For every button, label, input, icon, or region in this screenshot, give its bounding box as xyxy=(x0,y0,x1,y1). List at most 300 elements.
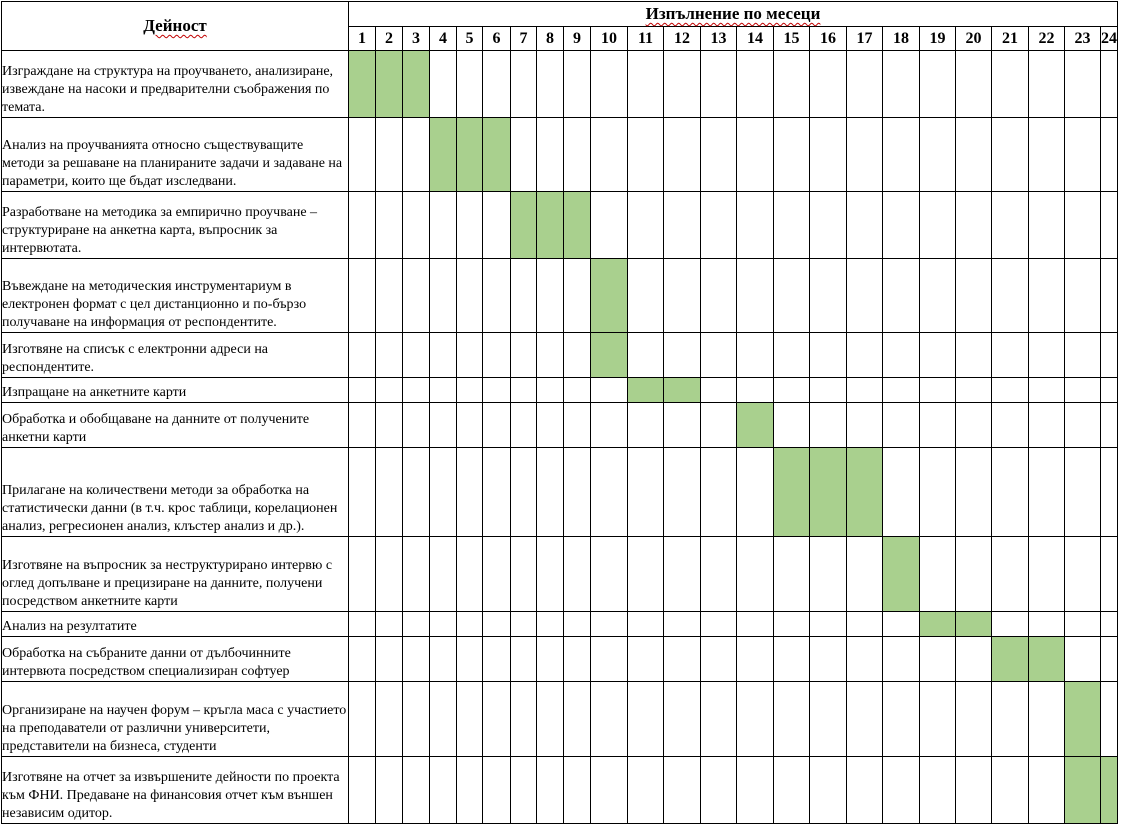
gantt-bar-cell xyxy=(564,192,591,259)
table-row xyxy=(2,637,1118,682)
gantt-empty-cell xyxy=(847,403,883,448)
activity-header-label: Дейност xyxy=(143,16,207,35)
month-header-19: 19 xyxy=(920,27,956,51)
gantt-empty-cell xyxy=(430,448,457,537)
gantt-empty-cell xyxy=(403,757,430,824)
gantt-empty-cell xyxy=(349,378,376,403)
gantt-empty-cell xyxy=(591,757,628,824)
gantt-empty-cell xyxy=(430,757,457,824)
gantt-empty-cell xyxy=(483,612,511,637)
gantt-bar-cell xyxy=(847,448,883,537)
gantt-empty-cell xyxy=(430,51,457,118)
gantt-bar-cell xyxy=(1065,682,1101,757)
gantt-empty-cell xyxy=(376,537,403,612)
gantt-empty-cell xyxy=(628,51,664,118)
gantt-empty-cell xyxy=(737,537,774,612)
gantt-empty-cell xyxy=(430,378,457,403)
gantt-empty-cell xyxy=(774,757,810,824)
gantt-empty-cell xyxy=(564,537,591,612)
gantt-empty-cell xyxy=(1029,612,1065,637)
gantt-empty-cell xyxy=(403,333,430,378)
gantt-empty-cell xyxy=(511,333,537,378)
gantt-empty-cell xyxy=(1101,448,1118,537)
gantt-empty-cell xyxy=(1101,333,1118,378)
gantt-empty-cell xyxy=(483,192,511,259)
gantt-empty-cell xyxy=(883,757,920,824)
gantt-empty-cell xyxy=(701,378,737,403)
gantt-empty-cell xyxy=(701,612,737,637)
gantt-empty-cell xyxy=(774,118,810,192)
month-header-8: 8 xyxy=(537,27,564,51)
gantt-empty-cell xyxy=(591,637,628,682)
activity-label: Организиране на научен форум – кръгла маса с участието на преподаватели от различни университети, представители на бизнеса, студенти xyxy=(2,682,349,757)
gantt-bar-cell xyxy=(664,378,701,403)
month-header-6: 6 xyxy=(483,27,511,51)
gantt-empty-cell xyxy=(664,637,701,682)
gantt-bar-cell xyxy=(376,51,403,118)
gantt-empty-cell xyxy=(920,537,956,612)
gantt-empty-cell xyxy=(1065,259,1101,333)
gantt-empty-cell xyxy=(1029,448,1065,537)
gantt-empty-cell xyxy=(564,757,591,824)
gantt-empty-cell xyxy=(537,612,564,637)
activity-label: Въвеждане на методическия инструментариум в електронен формат с цел дистанционно и по-бързо получаване на информация от респондентите. xyxy=(2,259,349,333)
activity-label: Изготвяне на въпросник за неструктурирано интервю с оглед допълване и прецизиране на данните, получени посредством анкетните карти xyxy=(2,537,349,612)
gantt-empty-cell xyxy=(992,403,1029,448)
gantt-empty-cell xyxy=(883,612,920,637)
activity-label: Изграждане на структура на проучването, анализиране, извеждане на насоки и предварителни съображения по темата. xyxy=(2,51,349,118)
gantt-empty-cell xyxy=(430,192,457,259)
gantt-empty-cell xyxy=(591,403,628,448)
gantt-empty-cell xyxy=(956,448,992,537)
gantt-empty-cell xyxy=(1029,192,1065,259)
gantt-empty-cell xyxy=(664,537,701,612)
table-row xyxy=(2,192,1118,259)
gantt-empty-cell xyxy=(1065,192,1101,259)
gantt-empty-cell xyxy=(701,403,737,448)
gantt-empty-cell xyxy=(737,192,774,259)
gantt-empty-cell xyxy=(511,537,537,612)
month-header-11: 11 xyxy=(628,27,664,51)
gantt-empty-cell xyxy=(1101,637,1118,682)
gantt-bar-cell xyxy=(403,51,430,118)
gantt-empty-cell xyxy=(537,51,564,118)
gantt-empty-cell xyxy=(457,403,483,448)
gantt-empty-cell xyxy=(956,378,992,403)
gantt-empty-cell xyxy=(992,448,1029,537)
gantt-empty-cell xyxy=(737,637,774,682)
month-header-15: 15 xyxy=(774,27,810,51)
gantt-empty-cell xyxy=(992,259,1029,333)
gantt-empty-cell xyxy=(810,757,847,824)
gantt-empty-cell xyxy=(564,612,591,637)
gantt-empty-cell xyxy=(457,259,483,333)
gantt-empty-cell xyxy=(701,682,737,757)
gantt-empty-cell xyxy=(628,757,664,824)
table-row xyxy=(2,403,1118,448)
gantt-empty-cell xyxy=(403,612,430,637)
gantt-empty-cell xyxy=(628,448,664,537)
gantt-empty-cell xyxy=(537,537,564,612)
gantt-empty-cell xyxy=(376,378,403,403)
month-header-3: 3 xyxy=(403,27,430,51)
gantt-empty-cell xyxy=(403,682,430,757)
gantt-empty-cell xyxy=(349,757,376,824)
gantt-empty-cell xyxy=(956,192,992,259)
gantt-empty-cell xyxy=(701,51,737,118)
gantt-empty-cell xyxy=(1101,192,1118,259)
gantt-empty-cell xyxy=(810,537,847,612)
gantt-empty-cell xyxy=(920,333,956,378)
gantt-empty-cell xyxy=(564,118,591,192)
gantt-empty-cell xyxy=(774,259,810,333)
gantt-empty-cell xyxy=(847,612,883,637)
gantt-empty-cell xyxy=(774,612,810,637)
gantt-empty-cell xyxy=(810,403,847,448)
gantt-empty-cell xyxy=(430,682,457,757)
gantt-empty-cell xyxy=(349,333,376,378)
gantt-empty-cell xyxy=(349,537,376,612)
gantt-empty-cell xyxy=(992,378,1029,403)
gantt-empty-cell xyxy=(920,637,956,682)
gantt-empty-cell xyxy=(457,757,483,824)
gantt-empty-cell xyxy=(883,378,920,403)
gantt-empty-cell xyxy=(664,118,701,192)
table-row xyxy=(2,537,1118,612)
gantt-bar-cell xyxy=(349,51,376,118)
activity-label: Изготвяне на отчет за извършените дейности по проекта към ФНИ. Предаване на финансовия отчет към външен независим одитор. xyxy=(2,757,349,824)
month-header-7: 7 xyxy=(511,27,537,51)
gantt-bar-cell xyxy=(956,612,992,637)
gantt-empty-cell xyxy=(664,403,701,448)
gantt-empty-cell xyxy=(1101,612,1118,637)
month-header-2: 2 xyxy=(376,27,403,51)
gantt-empty-cell xyxy=(457,333,483,378)
gantt-empty-cell xyxy=(956,537,992,612)
gantt-empty-cell xyxy=(591,612,628,637)
activity-header xyxy=(2,2,349,51)
gantt-empty-cell xyxy=(430,637,457,682)
activity-rows xyxy=(2,51,1118,824)
gantt-empty-cell xyxy=(883,259,920,333)
gantt-empty-cell xyxy=(737,757,774,824)
gantt-table xyxy=(1,1,1118,824)
gantt-empty-cell xyxy=(701,259,737,333)
gantt-empty-cell xyxy=(564,448,591,537)
gantt-empty-cell xyxy=(564,259,591,333)
gantt-empty-cell xyxy=(810,118,847,192)
gantt-empty-cell xyxy=(1029,118,1065,192)
gantt-empty-cell xyxy=(376,118,403,192)
gantt-empty-cell xyxy=(628,333,664,378)
gantt-empty-cell xyxy=(483,757,511,824)
gantt-empty-cell xyxy=(591,51,628,118)
gantt-empty-cell xyxy=(591,682,628,757)
gantt-empty-cell xyxy=(1065,333,1101,378)
gantt-empty-cell xyxy=(774,403,810,448)
activity-label: Прилагане на количествени методи за обработка на статистически данни (в т.ч. крос таблици, корелационен анализ, регресионен анализ, клъстер анализ и др.). xyxy=(2,448,349,537)
gantt-empty-cell xyxy=(992,757,1029,824)
activity-label: Изпращане на анкетните карти xyxy=(2,378,349,403)
gantt-empty-cell xyxy=(537,118,564,192)
gantt-empty-cell xyxy=(537,757,564,824)
gantt-bar-cell xyxy=(774,448,810,537)
gantt-empty-cell xyxy=(483,403,511,448)
gantt-empty-cell xyxy=(403,378,430,403)
gantt-empty-cell xyxy=(403,448,430,537)
gantt-empty-cell xyxy=(430,537,457,612)
gantt-empty-cell xyxy=(701,448,737,537)
gantt-empty-cell xyxy=(1065,448,1101,537)
gantt-empty-cell xyxy=(1065,612,1101,637)
gantt-empty-cell xyxy=(376,612,403,637)
month-header-18: 18 xyxy=(883,27,920,51)
gantt-empty-cell xyxy=(483,682,511,757)
gantt-empty-cell xyxy=(403,259,430,333)
gantt-empty-cell xyxy=(992,537,1029,612)
gantt-empty-cell xyxy=(701,333,737,378)
gantt-empty-cell xyxy=(737,612,774,637)
gantt-empty-cell xyxy=(1065,378,1101,403)
gantt-empty-cell xyxy=(628,118,664,192)
gantt-empty-cell xyxy=(920,378,956,403)
gantt-empty-cell xyxy=(1029,259,1065,333)
gantt-empty-cell xyxy=(511,757,537,824)
gantt-empty-cell xyxy=(628,612,664,637)
gantt-empty-cell xyxy=(883,448,920,537)
gantt-empty-cell xyxy=(628,537,664,612)
gantt-empty-cell xyxy=(774,378,810,403)
gantt-empty-cell xyxy=(847,51,883,118)
month-header-4: 4 xyxy=(430,27,457,51)
gantt-empty-cell xyxy=(349,682,376,757)
gantt-empty-cell xyxy=(511,448,537,537)
gantt-empty-cell xyxy=(483,448,511,537)
gantt-empty-cell xyxy=(774,192,810,259)
gantt-empty-cell xyxy=(511,612,537,637)
gantt-empty-cell xyxy=(349,612,376,637)
gantt-empty-cell xyxy=(376,682,403,757)
gantt-empty-cell xyxy=(956,403,992,448)
gantt-empty-cell xyxy=(349,403,376,448)
gantt-empty-cell xyxy=(664,259,701,333)
activity-label: Анализ на резултатите xyxy=(2,612,349,637)
activity-label: Разработване на методика за емпирично проучване – структуриране на анкетна карта, въпросник за интервютата. xyxy=(2,192,349,259)
gantt-empty-cell xyxy=(457,682,483,757)
gantt-empty-cell xyxy=(1029,378,1065,403)
gantt-empty-cell xyxy=(511,637,537,682)
gantt-empty-cell xyxy=(376,259,403,333)
gantt-empty-cell xyxy=(457,192,483,259)
gantt-empty-cell xyxy=(920,403,956,448)
gantt-empty-cell xyxy=(810,259,847,333)
gantt-empty-cell xyxy=(628,192,664,259)
gantt-empty-cell xyxy=(403,637,430,682)
table-row xyxy=(2,378,1118,403)
gantt-empty-cell xyxy=(564,51,591,118)
gantt-empty-cell xyxy=(737,259,774,333)
gantt-empty-cell xyxy=(1029,682,1065,757)
gantt-empty-cell xyxy=(483,259,511,333)
gantt-empty-cell xyxy=(883,333,920,378)
gantt-empty-cell xyxy=(1101,259,1118,333)
gantt-empty-cell xyxy=(701,192,737,259)
gantt-empty-cell xyxy=(457,448,483,537)
gantt-empty-cell xyxy=(403,192,430,259)
gantt-empty-cell xyxy=(1101,403,1118,448)
gantt-empty-cell xyxy=(457,51,483,118)
gantt-empty-cell xyxy=(847,118,883,192)
gantt-empty-cell xyxy=(1029,757,1065,824)
gantt-empty-cell xyxy=(956,51,992,118)
gantt-empty-cell xyxy=(430,333,457,378)
gantt-empty-cell xyxy=(457,537,483,612)
gantt-empty-cell xyxy=(403,403,430,448)
gantt-empty-cell xyxy=(956,118,992,192)
gantt-empty-cell xyxy=(349,118,376,192)
gantt-empty-cell xyxy=(664,682,701,757)
gantt-empty-cell xyxy=(847,757,883,824)
gantt-bar-cell xyxy=(810,448,847,537)
gantt-empty-cell xyxy=(956,637,992,682)
gantt-empty-cell xyxy=(774,51,810,118)
gantt-empty-cell xyxy=(457,612,483,637)
gantt-empty-cell xyxy=(430,612,457,637)
gantt-empty-cell xyxy=(883,682,920,757)
gantt-empty-cell xyxy=(701,757,737,824)
gantt-empty-cell xyxy=(349,192,376,259)
gantt-empty-cell xyxy=(511,118,537,192)
gantt-empty-cell xyxy=(376,637,403,682)
gantt-empty-cell xyxy=(1065,403,1101,448)
gantt-empty-cell xyxy=(511,403,537,448)
gantt-empty-cell xyxy=(564,378,591,403)
gantt-empty-cell xyxy=(920,51,956,118)
table-row xyxy=(2,51,1118,118)
gantt-empty-cell xyxy=(664,192,701,259)
gantt-empty-cell xyxy=(774,333,810,378)
gantt-empty-cell xyxy=(537,637,564,682)
gantt-empty-cell xyxy=(1065,637,1101,682)
gantt-empty-cell xyxy=(376,448,403,537)
gantt-empty-cell xyxy=(664,757,701,824)
gantt-empty-cell xyxy=(664,333,701,378)
gantt-empty-cell xyxy=(883,637,920,682)
activity-label: Изготвяне на списък с електронни адреси на респондентите. xyxy=(2,333,349,378)
gantt-empty-cell xyxy=(992,682,1029,757)
gantt-bar-cell xyxy=(483,118,511,192)
gantt-empty-cell xyxy=(1029,403,1065,448)
gantt-empty-cell xyxy=(883,192,920,259)
gantt-bar-cell xyxy=(1101,757,1118,824)
gantt-empty-cell xyxy=(810,333,847,378)
month-header-20: 20 xyxy=(956,27,992,51)
gantt-empty-cell xyxy=(701,637,737,682)
gantt-empty-cell xyxy=(920,757,956,824)
gantt-empty-cell xyxy=(430,259,457,333)
gantt-empty-cell xyxy=(810,612,847,637)
month-header-9: 9 xyxy=(564,27,591,51)
gantt-empty-cell xyxy=(664,51,701,118)
gantt-empty-cell xyxy=(430,403,457,448)
gantt-bar-cell xyxy=(430,118,457,192)
gantt-empty-cell xyxy=(774,682,810,757)
gantt-bar-cell xyxy=(591,259,628,333)
gantt-empty-cell xyxy=(992,192,1029,259)
gantt-empty-cell xyxy=(628,403,664,448)
gantt-empty-cell xyxy=(591,448,628,537)
gantt-empty-cell xyxy=(956,682,992,757)
table-row xyxy=(2,757,1118,824)
gantt-empty-cell xyxy=(920,448,956,537)
gantt-empty-cell xyxy=(883,403,920,448)
gantt-empty-cell xyxy=(457,637,483,682)
gantt-empty-cell xyxy=(847,378,883,403)
gantt-bar-cell xyxy=(511,192,537,259)
activity-label: Обработка на събраните данни от дълбочинните интервюта посредством специализиран софтуер xyxy=(2,637,349,682)
gantt-empty-cell xyxy=(628,682,664,757)
gantt-bar-cell xyxy=(537,192,564,259)
gantt-bar-cell xyxy=(992,637,1029,682)
gantt-empty-cell xyxy=(1101,118,1118,192)
table-row xyxy=(2,333,1118,378)
gantt-empty-cell xyxy=(701,537,737,612)
gantt-empty-cell xyxy=(483,378,511,403)
gantt-bar-cell xyxy=(737,403,774,448)
gantt-empty-cell xyxy=(1029,333,1065,378)
activity-label: Обработка и обобщаване на данните от получените анкетни карти xyxy=(2,403,349,448)
gantt-empty-cell xyxy=(664,448,701,537)
gantt-empty-cell xyxy=(737,118,774,192)
gantt-empty-cell xyxy=(537,682,564,757)
gantt-empty-cell xyxy=(774,537,810,612)
gantt-empty-cell xyxy=(591,378,628,403)
gantt-empty-cell xyxy=(701,118,737,192)
gantt-bar-cell xyxy=(628,378,664,403)
gantt-empty-cell xyxy=(564,637,591,682)
gantt-empty-cell xyxy=(349,259,376,333)
gantt-empty-cell xyxy=(457,378,483,403)
month-header-12: 12 xyxy=(664,27,701,51)
gantt-empty-cell xyxy=(483,51,511,118)
header-row xyxy=(2,2,1118,27)
gantt-empty-cell xyxy=(920,118,956,192)
table-row xyxy=(2,612,1118,637)
execution-header xyxy=(349,2,1118,27)
gantt-empty-cell xyxy=(847,333,883,378)
gantt-bar-cell xyxy=(1065,757,1101,824)
gantt-empty-cell xyxy=(1029,51,1065,118)
gantt-empty-cell xyxy=(349,448,376,537)
gantt-empty-cell xyxy=(537,378,564,403)
gantt-empty-cell xyxy=(920,682,956,757)
gantt-empty-cell xyxy=(992,118,1029,192)
gantt-empty-cell xyxy=(1101,378,1118,403)
gantt-empty-cell xyxy=(1101,51,1118,118)
gantt-empty-cell xyxy=(537,333,564,378)
month-header-1: 1 xyxy=(349,27,376,51)
gantt-empty-cell xyxy=(737,448,774,537)
gantt-empty-cell xyxy=(591,118,628,192)
gantt-empty-cell xyxy=(737,378,774,403)
gantt-empty-cell xyxy=(810,51,847,118)
gantt-bar-cell xyxy=(920,612,956,637)
gantt-empty-cell xyxy=(847,637,883,682)
gantt-empty-cell xyxy=(376,333,403,378)
gantt-empty-cell xyxy=(376,192,403,259)
month-header-16: 16 xyxy=(810,27,847,51)
gantt-empty-cell xyxy=(511,259,537,333)
